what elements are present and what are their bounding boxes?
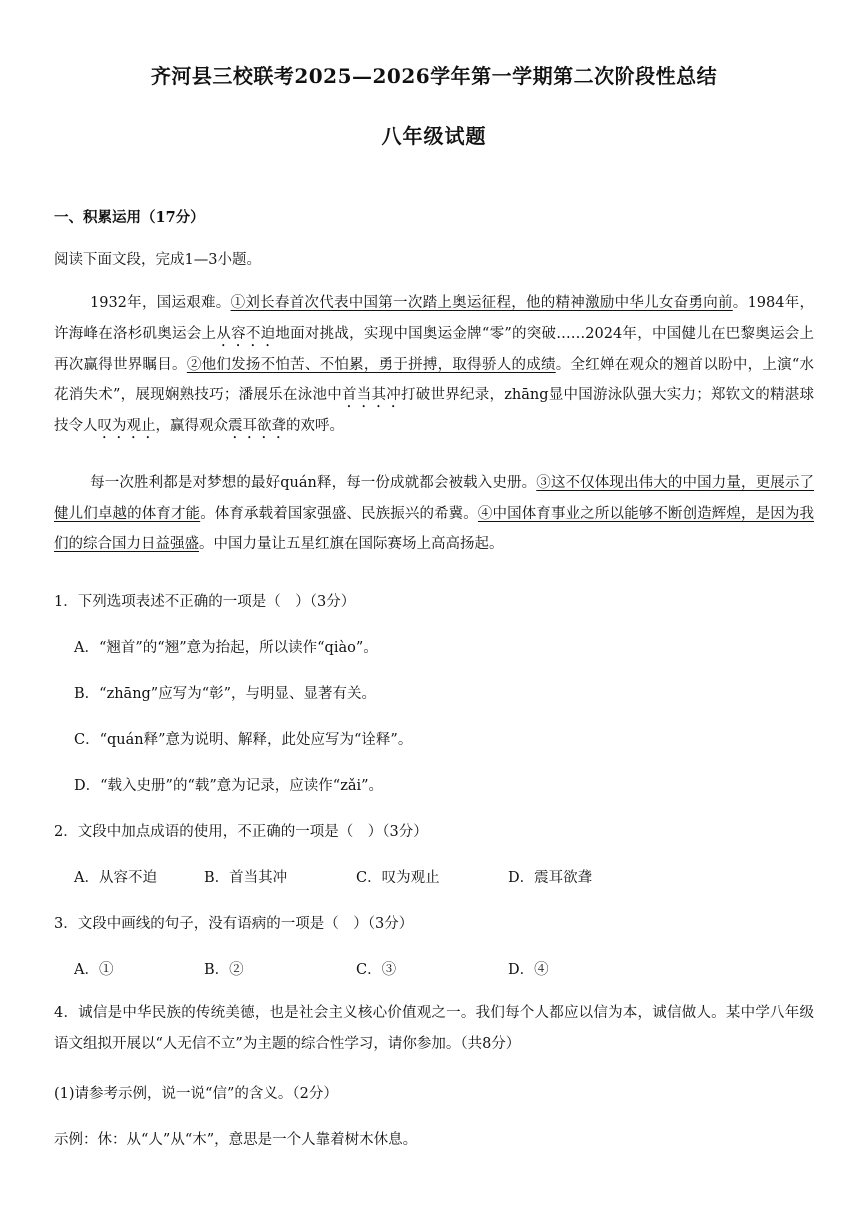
question-3-option-d: D．④ bbox=[508, 962, 549, 978]
underlined-sentence-3: ③这不仅体现出伟大的中国力量，更展示了健儿们卓越的体育才能 bbox=[54, 475, 815, 522]
reading-instruction: 阅读下面文段，完成1—3小题。 bbox=[54, 252, 261, 268]
dotted-idiom-3: 叹为观止 bbox=[97, 418, 156, 434]
underlined-sentence-2: ②他们发扬不怕苦、不怕累，勇于拼搏，取得骄人的成绩 bbox=[186, 356, 556, 373]
dotted-idiom-2: 首当其冲 bbox=[341, 387, 401, 403]
question-2-option-d: D．震耳欲聋 bbox=[508, 870, 593, 886]
passage-paragraph-2: 每一次胜利都是对梦想的最好quán释，每一份成就都会被载入史册。③这不仅体现出伟大的中国力量，更展示了健儿们卓越的体育才能。体育承载着国家强盛、民族振兴的希冀。④中国体育事业之所以能够不断创造辉煌，是因为我们的综合国力日益强盛。中国力量让五星红旗在国际赛场上高高扬起。 bbox=[54, 475, 815, 552]
exam-title: 齐河县三校联考2025—2026学年第一学期第二次阶段性总结 bbox=[150, 64, 718, 88]
question-4-stem: 4．诚信是中华民族的传统美德，也是社会主义核心价值观之一。我们每个人都应以信为本，诚信做人。某中学八年级语文组拟开展以“人无信不立”为主题的综合性学习，请你参加。（共8分） bbox=[54, 1005, 814, 1052]
passage-paragraph-1: 1932年，国运艰难。①刘长春首次代表中国第一次踏上奥运征程，他的精神激励中华儿女奋勇向前。1984年，许海峰在洛杉矶奥运会上从容不迫地面对挑战，实现中国奥运金牌“零”的突破……2024年，中国健儿在巴黎奥运会上再次赢得世界瞩目。②他们发扬不怕苦、不怕累，勇于拼搏，取得骄人的成绩。全红婵在观众的翘首以盼中，上演“水花消失术”，展现娴熟技巧；潘展乐在泳池中首当其冲打破世界纪录，zhāng显中国游泳队强大实力；郑钦文的精湛球技令人叹为观止，赢得观众震耳欲聋的欢呼。 bbox=[54, 295, 815, 434]
question-1-option-c: C．“quán释”意为说明、解释，此处应写为“诠释”。 bbox=[74, 732, 413, 748]
underlined-sentence-4: ④中国体育事业之所以能够不断创造辉煌，是因为我们的综合国力日益强盛 bbox=[54, 505, 815, 552]
question-3-option-c: C．③ bbox=[356, 962, 397, 978]
question-1-stem: 1．下列选项表述不正确的一项是（ ）（3分） bbox=[54, 594, 356, 610]
question-1-option-d: D．“载入史册”的“载”意为记录，应读作“zǎi”。 bbox=[74, 778, 384, 794]
question-3-option-a: A．① bbox=[74, 962, 114, 978]
section-heading: 一、积累运用（17分） bbox=[54, 209, 205, 226]
question-3-option-b: B．② bbox=[204, 962, 244, 978]
question-2-option-a: A．从容不迫 bbox=[74, 870, 157, 886]
underlined-sentence-1: ①刘长春首次代表中国第一次踏上奥运征程，他的精神激励中华儿女奋勇向前 bbox=[230, 295, 733, 311]
dotted-idiom-1: 从容不迫 bbox=[216, 325, 276, 342]
question-1-option-b: B．“zhāng”应写为“彰”，与明显、显著有关。 bbox=[74, 686, 377, 702]
question-2-option-c: C．叹为观止 bbox=[356, 870, 440, 886]
exam-subtitle: 八年级试题 bbox=[381, 124, 487, 148]
question-2-option-b: B．首当其冲 bbox=[204, 870, 288, 886]
question-3-stem: 3．文段中画线的句子，没有语病的一项是（ ）（3分） bbox=[54, 916, 414, 932]
word-zai: 载 bbox=[463, 475, 478, 491]
question-1-option-a: A．“翘首”的“翘”意为抬起，所以读作“qiào”。 bbox=[74, 640, 378, 656]
question-4-example: 示例：休：从“人”从“木”，意思是一个人靠着树木休息。 bbox=[54, 1132, 418, 1148]
word-qiaoshou: 翘首 bbox=[673, 356, 704, 373]
dotted-idiom-4: 震耳欲聋 bbox=[228, 418, 286, 434]
question-4-sub-1: (1)请参考示例，说一说“信”的含义。（2分） bbox=[54, 1086, 338, 1102]
question-2-stem: 2．文段中加点成语的使用，不正确的一项是（ ）（3分） bbox=[54, 824, 428, 840]
